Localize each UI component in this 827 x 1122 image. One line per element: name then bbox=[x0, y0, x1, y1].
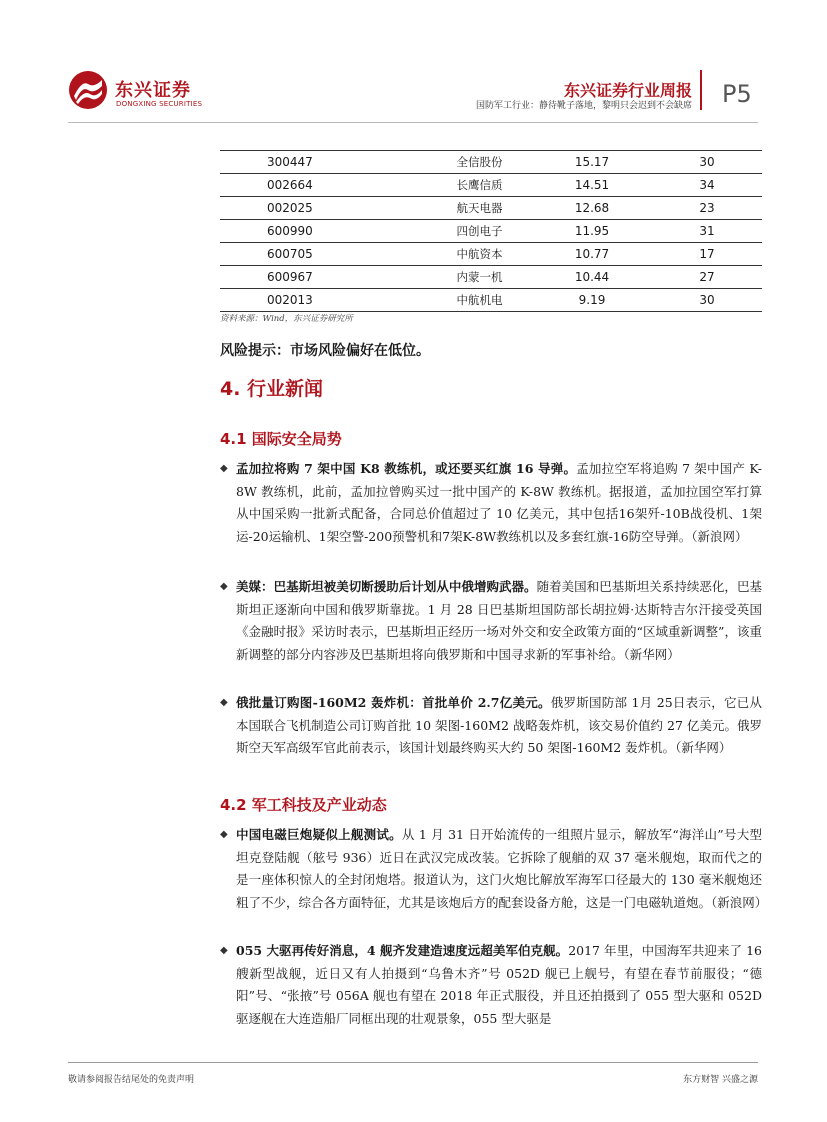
table-row bbox=[220, 266, 762, 289]
news-text: 俄罗斯国防部 1月 25日表示，它已从本国联合飞机制造公司订购首批 10 架图-160M2 战略轰炸机，该交易价值约 27 亿美元。俄罗斯空天军高级军官此前表示，该国计划最终购买大约 50 架图-160M2 轰炸机。（新华网） bbox=[236, 695, 762, 756]
stock-value: 15.17 bbox=[532, 151, 652, 174]
stock-name: 中航机电 bbox=[427, 289, 532, 312]
news-text: 孟加拉空军将追购 7 架中国产 K-8W 教练机，此前，孟加拉曾购买过一批中国产的 K-8W 教练机。据报道，孟加拉国空军打算从中国采购一批新式配备，合同总价值超过了 10 亿美元，其中包括16架歼-10B战役机、1架运-20运输机、1架空警-200预警机和7架K-8W教练机以及多套红旗-16防空导弹。（新浪网） bbox=[236, 461, 762, 544]
table-row bbox=[220, 174, 762, 197]
stock-count: 17 bbox=[652, 243, 762, 266]
stock-value: 12.68 bbox=[532, 197, 652, 220]
table-row bbox=[220, 243, 762, 266]
stock-count: 30 bbox=[652, 151, 762, 174]
stock-count: 30 bbox=[652, 289, 762, 312]
news-headline: 中国电磁巨炮疑似上舰测试。 bbox=[236, 827, 402, 842]
stock-name: 全信股份 bbox=[427, 151, 532, 174]
news-headline: 俄批量订购图-160M2 轰炸机：首批单价 2.7亿美元。 bbox=[236, 695, 551, 710]
stock-code: 600705 bbox=[220, 243, 427, 266]
news-body bbox=[220, 940, 762, 1030]
footer-rule bbox=[68, 1062, 758, 1063]
stock-value: 10.77 bbox=[532, 243, 652, 266]
stock-name: 长鹰信质 bbox=[427, 174, 532, 197]
news-item bbox=[220, 824, 768, 914]
footer-slogan: 东方财智 兴盛之源 bbox=[683, 1075, 758, 1085]
page-number: P5 bbox=[722, 80, 752, 108]
table-row bbox=[220, 151, 762, 174]
table-row bbox=[220, 289, 762, 312]
stock-code: 002664 bbox=[220, 174, 427, 197]
stock-value: 14.51 bbox=[532, 174, 652, 197]
stock-name: 中航资本 bbox=[427, 243, 532, 266]
stock-count: 34 bbox=[652, 174, 762, 197]
stock-name: 内蒙一机 bbox=[427, 266, 532, 289]
bullet-icon: ◆ bbox=[220, 581, 228, 592]
dongxing-logo-icon bbox=[68, 70, 108, 110]
header-divider bbox=[700, 70, 702, 110]
table-row bbox=[220, 220, 762, 243]
header-rule bbox=[68, 122, 758, 123]
report-title: 东兴证券行业周报 bbox=[563, 81, 692, 100]
subsection-heading: 4.1 国际安全局势 bbox=[220, 430, 342, 448]
bullet-icon: ◆ bbox=[220, 945, 228, 956]
stock-table bbox=[220, 150, 762, 312]
news-body bbox=[220, 576, 762, 666]
table-row bbox=[220, 197, 762, 220]
stock-count: 23 bbox=[652, 197, 762, 220]
stock-name: 航天电器 bbox=[427, 197, 532, 220]
footer-disclaimer: 敬请参阅报告结尾处的免责声明 bbox=[68, 1075, 195, 1085]
news-item bbox=[220, 692, 762, 760]
stock-name: 四创电子 bbox=[427, 220, 532, 243]
news-headline: 孟加拉将购 7 架中国 K8 教练机，或还要买红旗 16 导弹。 bbox=[236, 461, 577, 476]
subsection-heading: 4.2 军工科技及产业动态 bbox=[220, 796, 387, 814]
risk-warning: 风险提示：市场风险偏好在低位。 bbox=[220, 343, 430, 359]
stock-code: 600967 bbox=[220, 266, 427, 289]
news-item bbox=[220, 940, 762, 1030]
brand-name-cn: 东兴证券 bbox=[115, 80, 191, 101]
news-body bbox=[220, 458, 762, 548]
table-source: 资料来源：Wind，东兴证券研究所 bbox=[220, 314, 353, 324]
news-body bbox=[220, 824, 768, 914]
news-text: 2017 年里，中国海军共迎来了 16 艘新型战舰，近日又有人拍摄到“乌鲁木齐”号 052D 舰已上舰号，有望在春节前服役；“德阳”号、“张掖”号 056A 舰也有望在 2018 年正式服役，并且还拍摄到了 055 型大驱和 052D 驱逐舰在大连造船厂同框出现的壮观景象，055 型大驱是 bbox=[236, 943, 762, 1026]
stock-value: 9.19 bbox=[532, 289, 652, 312]
bullet-icon: ◆ bbox=[220, 829, 228, 840]
stock-value: 11.95 bbox=[532, 220, 652, 243]
section-heading: 4. 行业新闻 bbox=[220, 378, 324, 400]
news-headline: 055 大驱再传好消息，4 舰齐发建造速度远超美军伯克舰。 bbox=[236, 943, 569, 958]
news-item bbox=[220, 458, 762, 548]
bullet-icon: ◆ bbox=[220, 697, 228, 708]
brand-name-en: DONGXING SECURITIES bbox=[116, 100, 203, 108]
stock-count: 27 bbox=[652, 266, 762, 289]
news-text: 从 1 月 31 日开始流传的一组照片显示，解放军“海洋山”号大型坦克登陆舰（舷号 936）近日在武汉完成改装。它拆除了舰艏的双 37 毫米舰炮，取而代之的是一座体积惊人的全封闭炮塔。报道认为，这门火炮比解放军海军口径最大的 130 毫米舰炮还粗了不少，综合各方面特征，尤其是该炮后方的配套设备方舱，这是一门电磁轨道炮。（新浪网） bbox=[236, 827, 768, 910]
stock-code: 002025 bbox=[220, 197, 427, 220]
news-text: 随着美国和巴基斯坦关系持续恶化，巴基斯坦正逐渐向中国和俄罗斯靠拢。1 月 28 日巴基斯坦国防部长胡拉姆·达斯特吉尔汗接受英国《金融时报》采访时表示，巴基斯坦正经历一场对外交和安全政策方面的“区域重新调整”，该重新调整的部分内容涉及巴基斯坦将向俄罗斯和中国寻求新的军事补给。（新华网） bbox=[236, 579, 762, 662]
news-item bbox=[220, 576, 762, 666]
stock-value: 10.44 bbox=[532, 266, 652, 289]
news-headline: 美媒：巴基斯坦被美切断援助后计划从中俄增购武器。 bbox=[236, 579, 537, 594]
bullet-icon: ◆ bbox=[220, 463, 228, 474]
stock-code: 600990 bbox=[220, 220, 427, 243]
stock-count: 31 bbox=[652, 220, 762, 243]
stock-code: 002013 bbox=[220, 289, 427, 312]
news-body bbox=[220, 692, 762, 760]
stock-code: 300447 bbox=[220, 151, 427, 174]
report-subtitle: 国防军工行业：静待靴子落地，黎明只会迟到不会缺席 bbox=[475, 101, 692, 111]
